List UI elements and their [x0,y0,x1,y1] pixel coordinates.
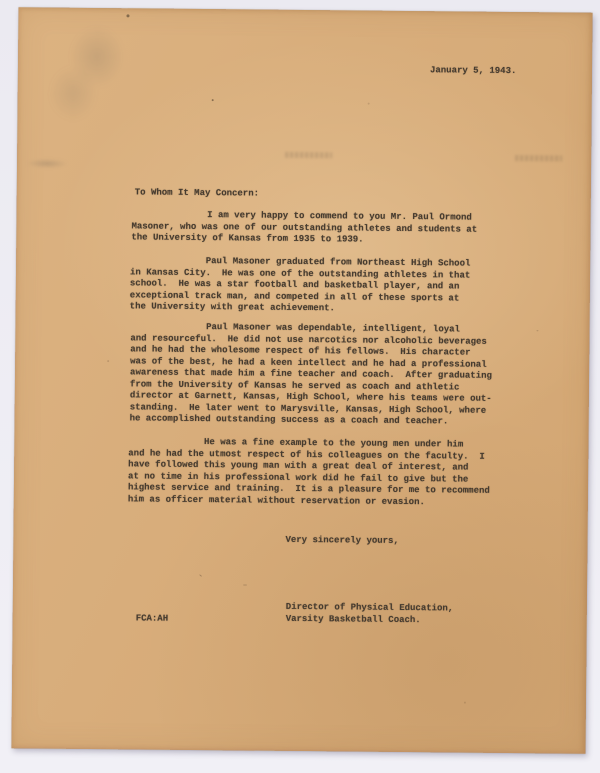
fingerprint-smudge [39,19,135,125]
ink-speck [212,99,214,101]
letter-date: January 5, 1943. [429,65,517,77]
ink-speck [199,574,202,577]
ink-speck [464,702,466,704]
ink-speck [536,330,538,331]
letter-paper [11,7,592,753]
body-paragraph-3: Paul Masoner was dependable, intelligent, loyal and resourceful. He did not use narcotics nor alcoholic beverages and he had the wholesome respect of his fellows. His character was of the best, he had a keen intellect and he had a professional awareness that made him a fine teacher and coach. After graduating from the University of Kansas he served as coach and athletic director at Garnett, Kansas, High School, where his teams were out- standing. He later went to Marysville, Kansas, High School, where he accomplished outstanding success as a coach and teacher. [129,321,492,427]
body-paragraph-1: I am very happy to commend to you Mr. Paul Ormond Masoner, who was one of our outstanding athletes and students at the University of Kansas from 1935 to 1939. [131,209,478,245]
salutation: To Whom It May Concern: [134,187,260,199]
ghost-type-mark [515,155,562,161]
ghost-type-mark [285,152,332,158]
ink-speck [368,103,370,105]
body-paragraph-4: He was a fine example to the young men under him and he had the utmost respect of his colleagues on the faculty. I have followed this young man with a great deal of interest, and at no time in his professional work did he fail to give but the highest service and training. It is a pleasure for me to recommend him as officer material without reservation or evasion. [127,436,490,507]
ink-speck [243,584,247,585]
edge-smudge [19,153,81,174]
reference-initials: FCA:AH [135,613,169,624]
complimentary-closing: Very sincerely yours, [285,534,399,546]
ink-speck [126,14,129,17]
ink-speck [107,360,109,362]
body-paragraph-2: Paul Masoner graduated from Northeast High School in Kansas City. He was one of the outstanding athletes in that school. He was a star football and basketball player, and an exceptional track man, and competed in all of these sports at the University with great achievement. [129,255,471,314]
signature-title-block: Director of Physical Education, Varsity Basketball Coach. [285,601,454,625]
